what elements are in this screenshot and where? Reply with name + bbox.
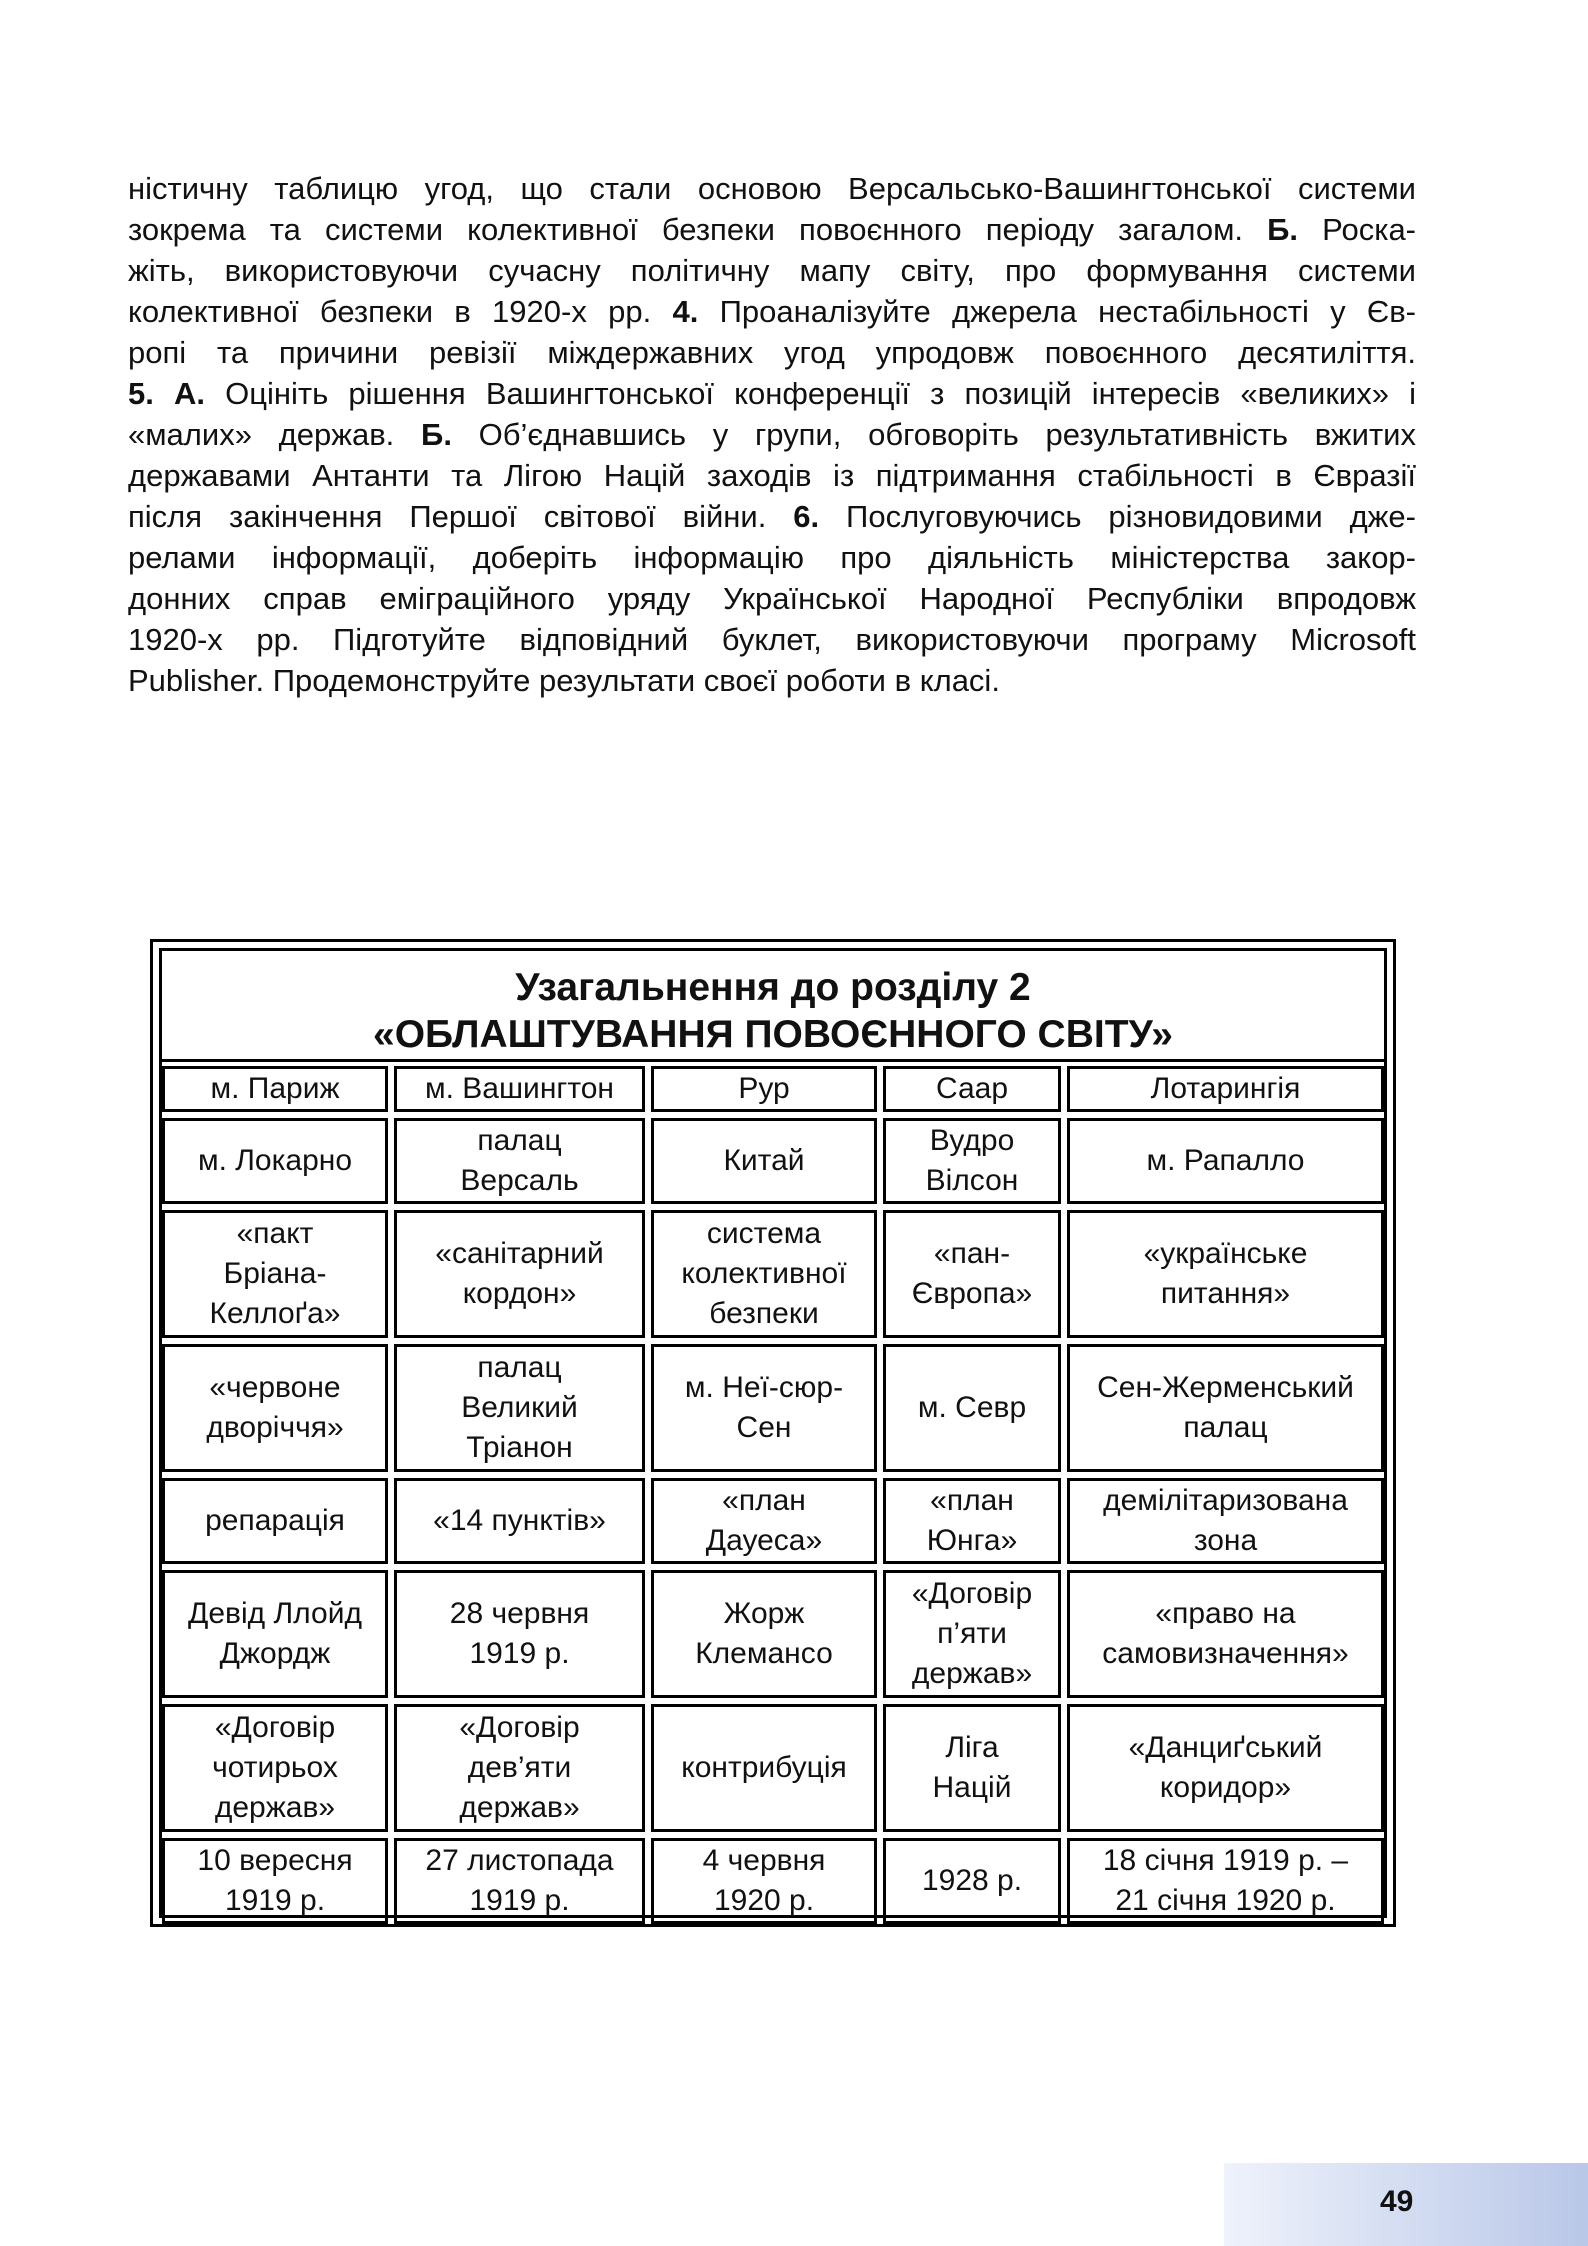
table-cell: м. Локарно [162, 1118, 388, 1204]
table-cell: Китай [651, 1118, 877, 1204]
summary-table [150, 939, 1396, 1927]
page-number: 49 [1380, 2185, 1414, 2218]
table-cell: 4 червня 1920 р. [651, 1838, 877, 1924]
header-cell: Лотарингія [1067, 1066, 1384, 1112]
body-text [128, 168, 1416, 701]
summary-title-line1: Узагальнення до розділу 2 [515, 966, 1031, 1009]
table-cell: «Договір чотирьох держав» [162, 1704, 388, 1832]
header-cell: м. Париж [162, 1066, 388, 1112]
summary-grid [162, 1062, 1384, 1915]
table-cell: 1928 р. [883, 1838, 1061, 1924]
table-cell: система колективної безпеки [651, 1210, 877, 1338]
summary-title [162, 951, 1384, 1059]
body-line: колективної безпеки в 1920-х рр. 4. Проаналізуйте джерела нестабільності у Єв- [128, 294, 1416, 329]
table-cell: контрибуція [651, 1704, 877, 1832]
header-cell: Саар [883, 1066, 1061, 1112]
table-cell: «Договір дев’яти держав» [394, 1704, 645, 1832]
body-line: 5. А. Оцініть рішення Вашингтонської конференції з позицій інтересів «великих» і [128, 376, 1416, 411]
table-cell: Ліга Націй [883, 1704, 1061, 1832]
table-cell: репарація [162, 1478, 388, 1564]
table-cell: «пакт Бріана- Келлоґа» [162, 1210, 388, 1338]
body-line: ністичну таблицю угод, що стали основою Версальсько-Вашингтонської системи [128, 171, 1416, 206]
table-cell: демілітаризована зона [1067, 1478, 1384, 1564]
table-cell: Вудро Вілсон [883, 1118, 1061, 1204]
table-cell: м. Неї-сюр- Сен [651, 1344, 877, 1472]
table-cell: «14 пунктів» [394, 1478, 645, 1564]
table-cell: палац Версаль [394, 1118, 645, 1204]
table-cell: «Договір п’яти держав» [883, 1570, 1061, 1698]
summary-table-inner [159, 948, 1387, 1918]
table-cell: 28 червня 1919 р. [394, 1570, 645, 1698]
table-cell: 27 листопада 1919 р. [394, 1838, 645, 1924]
table-cell: «санітарний кордон» [394, 1210, 645, 1338]
table-cell: «план Дауеса» [651, 1478, 877, 1564]
body-line: після закінчення Першої світової війни. 6. Послуговуючись різновидовими дже- [128, 499, 1416, 534]
body-line: донних справ еміграційного уряду Української Народної Республіки впродовж [128, 581, 1416, 616]
table-cell: Жорж Клемансо [651, 1570, 877, 1698]
body-line: ропі та причини ревізії міждержавних угод упродовж повоєнного десятиліття. [128, 335, 1416, 370]
table-cell: «Данциґський коридор» [1067, 1704, 1384, 1832]
header-cell: Рур [651, 1066, 877, 1112]
body-line: релами інформації, доберіть інформацію про діяльність міністерства закор- [128, 540, 1416, 575]
body-line: «малих» держав. Б. Об’єднавшись у групи, обговоріть результативність вжитих [128, 417, 1416, 452]
table-cell: «право на самовизначення» [1067, 1570, 1384, 1698]
table-cell: палац Великий Тріанон [394, 1344, 645, 1472]
table-cell: Сен-Жерменський палац [1067, 1344, 1384, 1472]
table-cell: м. Севр [883, 1344, 1061, 1472]
table-cell: м. Рапалло [1067, 1118, 1384, 1204]
table-cell: «план Юнга» [883, 1478, 1061, 1564]
table-cell: 10 вересня 1919 р. [162, 1838, 388, 1924]
table-cell: Девід Ллойд Джордж [162, 1570, 388, 1698]
body-line: зокрема та системи колективної безпеки повоєнного періоду загалом. Б. Роска- [128, 212, 1417, 247]
body-line: Publisher. Продемонструйте результати своєї роботи в класі. [128, 663, 1000, 698]
table-cell: «пан- Європа» [883, 1210, 1061, 1338]
body-line: жіть, використовуючи сучасну політичну мапу світу, про формування системи [128, 253, 1416, 288]
body-line: 1920-х рр. Підготуйте відповідний буклет, використовуючи програму Microsoft [128, 622, 1416, 657]
summary-title-line2: «ОБЛАШТУВАННЯ ПОВОЄННОГО СВІТУ» [373, 1013, 1173, 1056]
header-cell: м. Вашингтон [394, 1066, 645, 1112]
table-cell: «українське питання» [1067, 1210, 1384, 1338]
table-cell: «червоне дворіччя» [162, 1344, 388, 1472]
table-cell: 18 січня 1919 р. – 21 січня 1920 р. [1067, 1838, 1384, 1924]
body-line: державами Антанти та Лігою Націй заходів із підтримання стабільності в Євразії [128, 458, 1416, 493]
